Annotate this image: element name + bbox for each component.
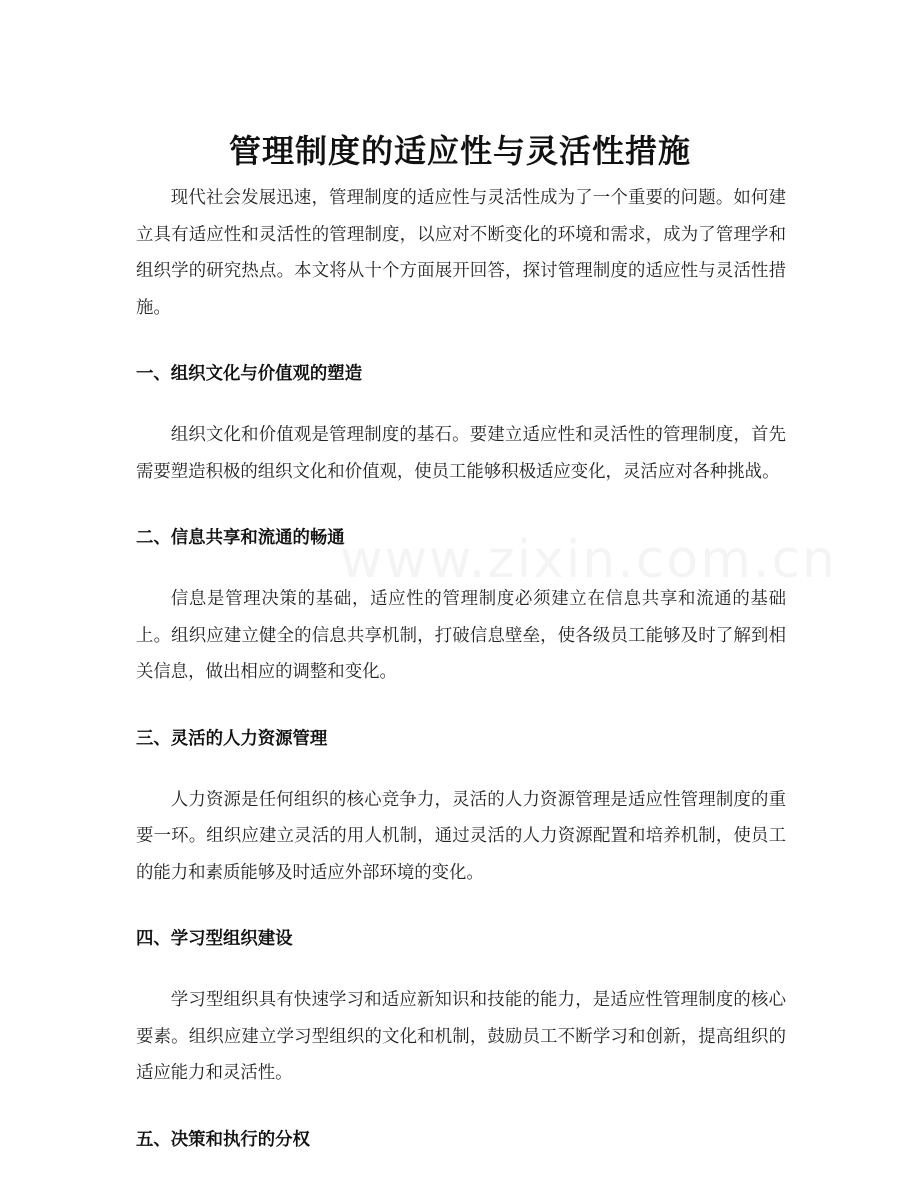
intro-paragraph: 现代社会发展迅速，管理制度的适应性与灵活性成为了一个重要的问题。如何建立具有适应性和灵活性的管理制度，以应对不断变化的环境和需求，成为了管理学和组织学的研究热点。本文将从十个方面展开回答，探讨管理制度的适应性与灵活性措施。 [136, 188, 786, 318]
section-paragraph: 组织文化和价值观是管理制度的基石。要建立适应性和灵活性的管理制度，首先需要塑造积极的组织文化和价值观，使员工能够积极适应变化，灵活应对各种挑战。 [136, 425, 786, 482]
section-heading: 一、组织文化与价值观的塑造 [136, 364, 363, 384]
section-heading: 四、学习型组织建设 [136, 929, 293, 949]
document-body [136, 180, 786, 1158]
section-paragraph: 信息是管理决策的基础，适应性的管理制度必须建立在信息共享和流通的基础上。组织应建立健全的信息共享机制，打破信息壁垒，使各级员工能够及时了解到相关信息，做出相应的调整和变化。 [136, 589, 786, 682]
section-heading: 五、决策和执行的分权 [136, 1129, 310, 1150]
section-heading: 二、信息共享和流通的畅通 [136, 528, 345, 548]
section-heading: 三、灵活的人力资源管理 [136, 728, 328, 749]
document-title: 管理制度的适应性与灵活性措施 [228, 132, 691, 171]
section-paragraph: 人力资源是任何组织的核心竞争力，灵活的人力资源管理是适应性管理制度的重要一环。组织应建立灵活的用人机制，通过灵活的人力资源配置和培养机制，使员工的能力和素质能够及时适应外部环境的变化。 [136, 789, 786, 883]
section-paragraph: 学习型组织具有快速学习和适应新知识和技能的能力，是适应性管理制度的核心要素。组织应建立学习型组织的文化和机制，鼓励员工不断学习和创新，提高组织的适应能力和灵活性。 [136, 990, 786, 1083]
